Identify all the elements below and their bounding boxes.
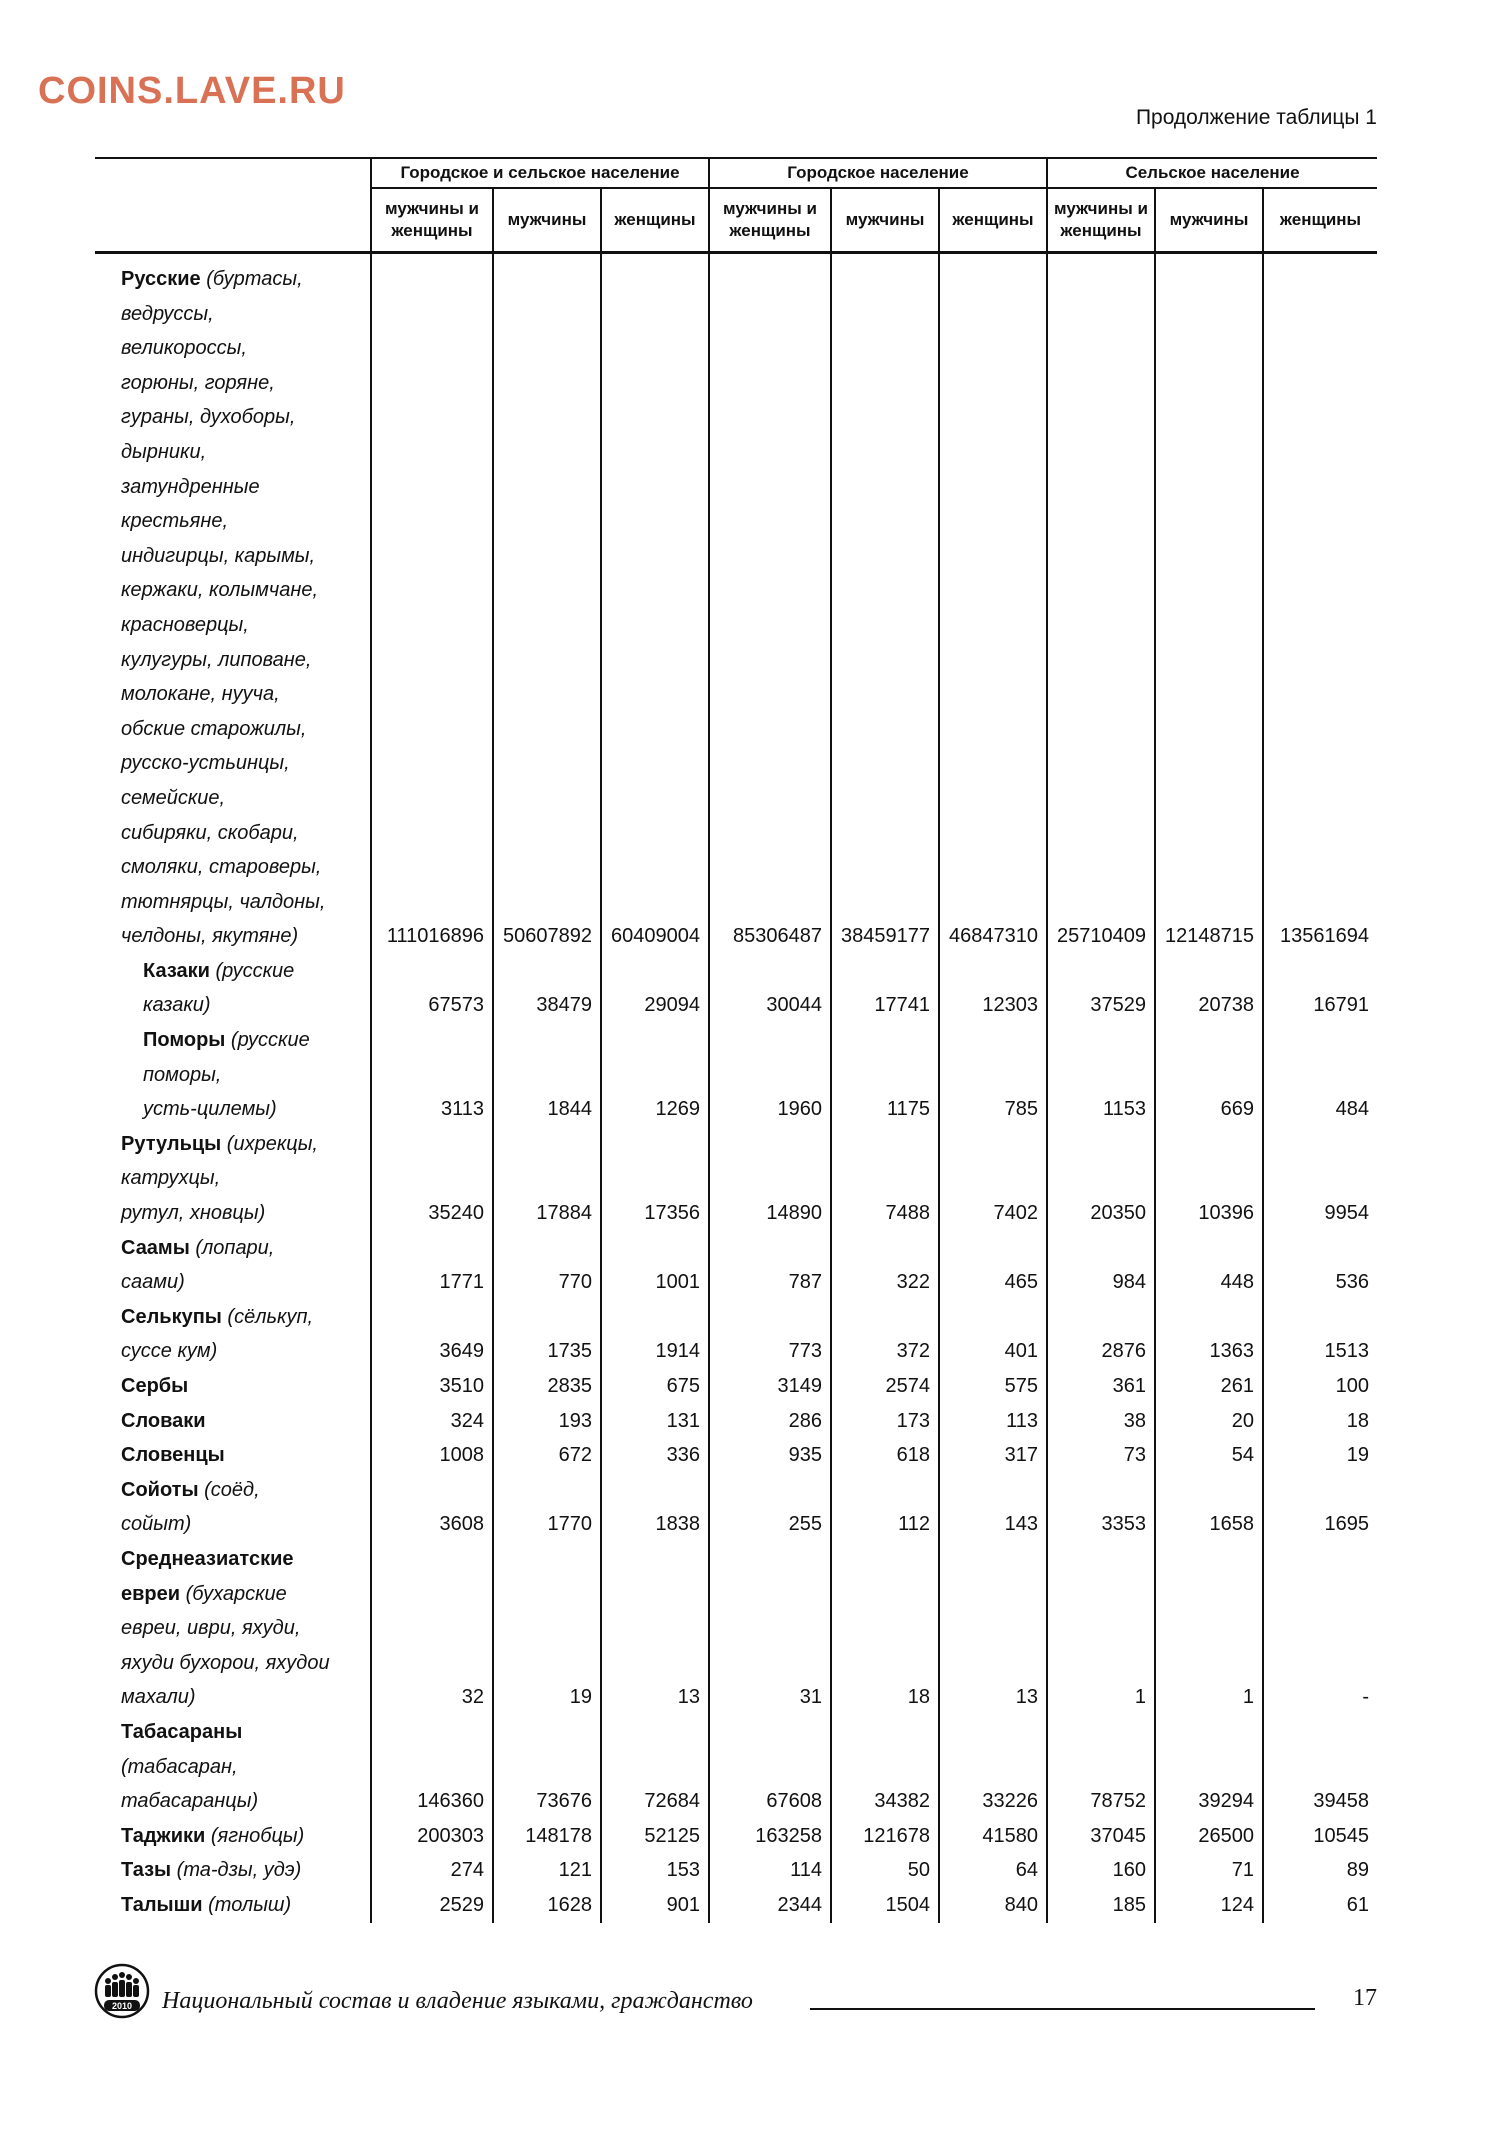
census-2010-logo-icon <box>94 1963 150 2019</box>
value-cell: 113 <box>939 1404 1047 1439</box>
value-cell: 1838 <box>601 1473 709 1542</box>
value-cell: 1844 <box>493 1023 601 1127</box>
value-cell: 100 <box>1263 1369 1377 1404</box>
table-row <box>95 1853 1377 1888</box>
label-line: рутул, хновцы) <box>121 1202 266 1225</box>
column-header: мужчины <box>1155 188 1263 253</box>
value-cell: 71 <box>1155 1853 1263 1888</box>
value-cell: 200303 <box>371 1819 493 1854</box>
nationality-label <box>95 1542 371 1715</box>
value-cell: 85306487 <box>709 253 831 954</box>
value-cell: 16791 <box>1263 954 1377 1023</box>
value-cell: 12148715 <box>1155 253 1263 954</box>
value-cell: 39294 <box>1155 1715 1263 1819</box>
value-cell: 465 <box>939 1231 1047 1300</box>
nationality-label <box>95 1369 371 1404</box>
label-line: тютнярцы, чалдоны, <box>121 890 326 913</box>
value-cell: 38479 <box>493 954 601 1023</box>
value-cell: 3510 <box>371 1369 493 1404</box>
value-cell: 31 <box>709 1542 831 1715</box>
label-line: кулугуры, липоване, <box>121 648 312 671</box>
value-cell: 317 <box>939 1438 1047 1473</box>
label-line: Саамы (лопари, <box>121 1236 275 1259</box>
watermark: COINS.LAVE.RU <box>38 70 346 112</box>
table-row <box>95 1473 1377 1542</box>
value-cell: 3649 <box>371 1300 493 1369</box>
value-cell: 121678 <box>831 1819 939 1854</box>
value-cell: 773 <box>709 1300 831 1369</box>
value-cell: 10545 <box>1263 1819 1377 1854</box>
label-line: кержаки, колымчане, <box>121 579 319 602</box>
value-cell: 3113 <box>371 1023 493 1127</box>
column-header: женщины <box>601 188 709 253</box>
label-line: Словенцы <box>121 1444 225 1467</box>
value-cell: 112 <box>831 1473 939 1542</box>
value-cell: 38 <box>1047 1404 1155 1439</box>
value-cell: 1628 <box>493 1888 601 1923</box>
table-row <box>95 1023 1377 1127</box>
table-row <box>95 1819 1377 1854</box>
value-cell: 13 <box>601 1542 709 1715</box>
table-continuation-note: Продолжение таблицы 1 <box>1135 106 1377 129</box>
nationality-label <box>95 1023 371 1127</box>
label-line: сибиряки, скобари, <box>121 821 299 844</box>
value-cell: 64 <box>939 1853 1047 1888</box>
label-line: Сойоты (соёд, <box>121 1478 260 1501</box>
value-cell: 322 <box>831 1231 939 1300</box>
value-cell: 72684 <box>601 1715 709 1819</box>
nationality-label <box>95 954 371 1023</box>
value-cell: 575 <box>939 1369 1047 1404</box>
value-cell: 770 <box>493 1231 601 1300</box>
value-cell: 274 <box>371 1853 493 1888</box>
value-cell: 1513 <box>1263 1300 1377 1369</box>
value-cell: 50 <box>831 1853 939 1888</box>
value-cell: 193 <box>493 1404 601 1439</box>
label-line: Среднеазиатские <box>121 1547 294 1570</box>
value-cell: 111016896 <box>371 253 493 954</box>
value-cell: 41580 <box>939 1819 1047 1854</box>
value-cell: 935 <box>709 1438 831 1473</box>
value-cell: 261 <box>1155 1369 1263 1404</box>
value-cell: 401 <box>939 1300 1047 1369</box>
value-cell: 17884 <box>493 1127 601 1231</box>
value-cell: 29094 <box>601 954 709 1023</box>
label-line: усть-цилемы) <box>143 1098 277 1121</box>
value-cell: 672 <box>493 1438 601 1473</box>
value-cell: 1153 <box>1047 1023 1155 1127</box>
label-line: смоляки, староверы, <box>121 856 322 879</box>
value-cell: 984 <box>1047 1231 1155 1300</box>
value-cell: 124 <box>1155 1888 1263 1923</box>
label-line: Сербы <box>121 1375 189 1397</box>
value-cell: 13561694 <box>1263 253 1377 954</box>
label-line: Русские (буртасы, <box>121 268 303 290</box>
label-line: дырники, <box>121 440 207 463</box>
label-line: ведруссы, <box>121 302 214 325</box>
nationality-label <box>95 1715 371 1819</box>
value-cell: 324 <box>371 1404 493 1439</box>
label-line: табасаранцы) <box>121 1790 259 1813</box>
table-row <box>95 1438 1377 1473</box>
value-cell: 1960 <box>709 1023 831 1127</box>
value-cell: 1269 <box>601 1023 709 1127</box>
label-line: казаки) <box>143 994 211 1017</box>
value-cell: 361 <box>1047 1369 1155 1404</box>
value-cell: 60409004 <box>601 253 709 954</box>
value-cell: 1504 <box>831 1888 939 1923</box>
value-cell: 19 <box>1263 1438 1377 1473</box>
column-header: женщины <box>939 188 1047 253</box>
value-cell: 675 <box>601 1369 709 1404</box>
value-cell: 1658 <box>1155 1473 1263 1542</box>
population-table <box>95 157 1377 1923</box>
table-row <box>95 1300 1377 1369</box>
value-cell: 1914 <box>601 1300 709 1369</box>
value-cell: 143 <box>939 1473 1047 1542</box>
nationality-label <box>95 253 371 954</box>
value-cell: 2574 <box>831 1369 939 1404</box>
value-cell: 1363 <box>1155 1300 1263 1369</box>
value-cell: 163258 <box>709 1819 831 1854</box>
value-cell: 19 <box>493 1542 601 1715</box>
value-cell: 13 <box>939 1542 1047 1715</box>
value-cell: 67608 <box>709 1715 831 1819</box>
label-line: крестьяне, <box>121 510 229 533</box>
value-cell: 131 <box>601 1404 709 1439</box>
value-cell: 20738 <box>1155 954 1263 1023</box>
nationality-label <box>95 1473 371 1542</box>
value-cell: 7488 <box>831 1127 939 1231</box>
value-cell: 14890 <box>709 1127 831 1231</box>
value-cell: 39458 <box>1263 1715 1377 1819</box>
value-cell: 1770 <box>493 1473 601 1542</box>
value-cell: 146360 <box>371 1715 493 1819</box>
label-line: яхуди бухорои, яхудои <box>121 1651 330 1674</box>
nationality-label <box>95 1819 371 1854</box>
value-cell: 73 <box>1047 1438 1155 1473</box>
label-line: сойыт) <box>121 1513 192 1536</box>
value-cell: 286 <box>709 1404 831 1439</box>
nationality-label <box>95 1853 371 1888</box>
value-cell: 61 <box>1263 1888 1377 1923</box>
column-header: мужчины и женщины <box>371 188 493 253</box>
value-cell: 121 <box>493 1853 601 1888</box>
value-cell: 173 <box>831 1404 939 1439</box>
value-cell: 78752 <box>1047 1715 1155 1819</box>
value-cell: 50607892 <box>493 253 601 954</box>
value-cell: 10396 <box>1155 1127 1263 1231</box>
table-row <box>95 1888 1377 1923</box>
table-row <box>95 253 1377 954</box>
value-cell: 30044 <box>709 954 831 1023</box>
value-cell: 3353 <box>1047 1473 1155 1542</box>
nationality-label <box>95 1438 371 1473</box>
value-cell: 2529 <box>371 1888 493 1923</box>
value-cell: 89 <box>1263 1853 1377 1888</box>
table-row <box>95 954 1377 1023</box>
value-cell: 1008 <box>371 1438 493 1473</box>
label-line: поморы, <box>143 1063 222 1086</box>
value-cell: 336 <box>601 1438 709 1473</box>
header-blank-cell <box>95 188 371 253</box>
value-cell: 114 <box>709 1853 831 1888</box>
table-row <box>95 1542 1377 1715</box>
header-blank-cell <box>95 158 371 188</box>
value-cell: 901 <box>601 1888 709 1923</box>
value-cell: 2344 <box>709 1888 831 1923</box>
table-row <box>95 1231 1377 1300</box>
value-cell: 448 <box>1155 1231 1263 1300</box>
label-line: затундренные <box>121 475 260 498</box>
value-cell: 160 <box>1047 1853 1155 1888</box>
table-row <box>95 1715 1377 1819</box>
column-header: мужчины <box>831 188 939 253</box>
label-line: горюны, горяне, <box>121 371 275 394</box>
value-cell: 9954 <box>1263 1127 1377 1231</box>
value-cell: 37045 <box>1047 1819 1155 1854</box>
value-cell: 1771 <box>371 1231 493 1300</box>
value-cell: 1735 <box>493 1300 601 1369</box>
label-line: евреи (бухарские <box>121 1582 287 1605</box>
value-cell: 7402 <box>939 1127 1047 1231</box>
group-header-rural: Сельское население <box>1047 158 1377 188</box>
label-line: махали) <box>121 1686 196 1709</box>
footer-title: Национальный состав и владение языками, гражданство <box>162 1988 753 2014</box>
label-line: катрухцы, <box>121 1167 221 1190</box>
column-header: женщины <box>1263 188 1377 253</box>
value-cell: 17356 <box>601 1127 709 1231</box>
label-line: Табасараны <box>121 1720 243 1743</box>
value-cell: 3608 <box>371 1473 493 1542</box>
value-cell: 12303 <box>939 954 1047 1023</box>
nationality-label <box>95 1127 371 1231</box>
label-line: великороссы, <box>121 337 247 360</box>
value-cell: 34382 <box>831 1715 939 1819</box>
label-line: Казаки (русские <box>143 959 295 982</box>
value-cell: 1 <box>1047 1542 1155 1715</box>
label-line: Тазы (та-дзы, удэ) <box>121 1859 302 1882</box>
footer-rule <box>810 2008 1315 2010</box>
label-line: обские старожилы, <box>121 717 307 740</box>
table-row <box>95 1127 1377 1231</box>
group-header-total: Городское и сельское население <box>371 158 709 188</box>
label-line: семейские, <box>121 786 226 809</box>
value-cell: 669 <box>1155 1023 1263 1127</box>
value-cell: 25710409 <box>1047 253 1155 954</box>
nationality-label <box>95 1888 371 1923</box>
value-cell: 17741 <box>831 954 939 1023</box>
value-cell: 37529 <box>1047 954 1155 1023</box>
label-line: Рутульцы (ихрекцы, <box>121 1132 318 1155</box>
value-cell: 32 <box>371 1542 493 1715</box>
nationality-label <box>95 1231 371 1300</box>
label-line: Талыши (толыш) <box>121 1893 292 1916</box>
label-line: саами) <box>121 1271 185 1294</box>
value-cell: 1175 <box>831 1023 939 1127</box>
value-cell: 67573 <box>371 954 493 1023</box>
value-cell: 20350 <box>1047 1127 1155 1231</box>
value-cell: 185 <box>1047 1888 1155 1923</box>
value-cell: 618 <box>831 1438 939 1473</box>
page-number: 17 <box>1353 1985 1377 2011</box>
label-line: индигирцы, карымы, <box>121 544 316 567</box>
label-line: русско-устьинцы, <box>121 752 290 775</box>
value-cell: 484 <box>1263 1023 1377 1127</box>
value-cell: 536 <box>1263 1231 1377 1300</box>
value-cell: 18 <box>831 1542 939 1715</box>
value-cell: - <box>1263 1542 1377 1715</box>
label-line: гураны, духоборы, <box>121 406 296 429</box>
label-line: Поморы (русские <box>143 1029 310 1052</box>
label-line: челдоны, якутяне) <box>121 925 299 948</box>
value-cell: 33226 <box>939 1715 1047 1819</box>
label-line: молокане, нууча, <box>121 683 280 706</box>
label-line: суссе кум) <box>121 1340 218 1363</box>
value-cell: 255 <box>709 1473 831 1542</box>
value-cell: 153 <box>601 1853 709 1888</box>
label-line: Словаки <box>121 1409 206 1432</box>
value-cell: 1695 <box>1263 1473 1377 1542</box>
nationality-label <box>95 1404 371 1439</box>
value-cell: 54 <box>1155 1438 1263 1473</box>
value-cell: 46847310 <box>939 253 1047 954</box>
value-cell: 2876 <box>1047 1300 1155 1369</box>
label-line: евреи, иври, яхуди, <box>121 1617 301 1640</box>
value-cell: 1001 <box>601 1231 709 1300</box>
table-row <box>95 1404 1377 1439</box>
value-cell: 2835 <box>493 1369 601 1404</box>
value-cell: 372 <box>831 1300 939 1369</box>
value-cell: 20 <box>1155 1404 1263 1439</box>
value-cell: 3149 <box>709 1369 831 1404</box>
column-header: мужчины и женщины <box>709 188 831 253</box>
value-cell: 787 <box>709 1231 831 1300</box>
label-line: красноверцы, <box>121 613 249 636</box>
value-cell: 38459177 <box>831 253 939 954</box>
value-cell: 73676 <box>493 1715 601 1819</box>
label-line: Селькупы (сёлькуп, <box>121 1305 314 1328</box>
column-header: мужчины и женщины <box>1047 188 1155 253</box>
value-cell: 1 <box>1155 1542 1263 1715</box>
label-line: Таджики (ягнобцы) <box>121 1824 305 1847</box>
value-cell: 26500 <box>1155 1819 1263 1854</box>
value-cell: 52125 <box>601 1819 709 1854</box>
value-cell: 148178 <box>493 1819 601 1854</box>
value-cell: 18 <box>1263 1404 1377 1439</box>
label-line: (табасаран, <box>121 1755 238 1778</box>
value-cell: 840 <box>939 1888 1047 1923</box>
group-header-urban: Городское население <box>709 158 1047 188</box>
nationality-label <box>95 1300 371 1369</box>
value-cell: 785 <box>939 1023 1047 1127</box>
table-row <box>95 1369 1377 1404</box>
value-cell: 35240 <box>371 1127 493 1231</box>
logo-year-text: 2010 <box>111 2001 133 2011</box>
column-header: мужчины <box>493 188 601 253</box>
